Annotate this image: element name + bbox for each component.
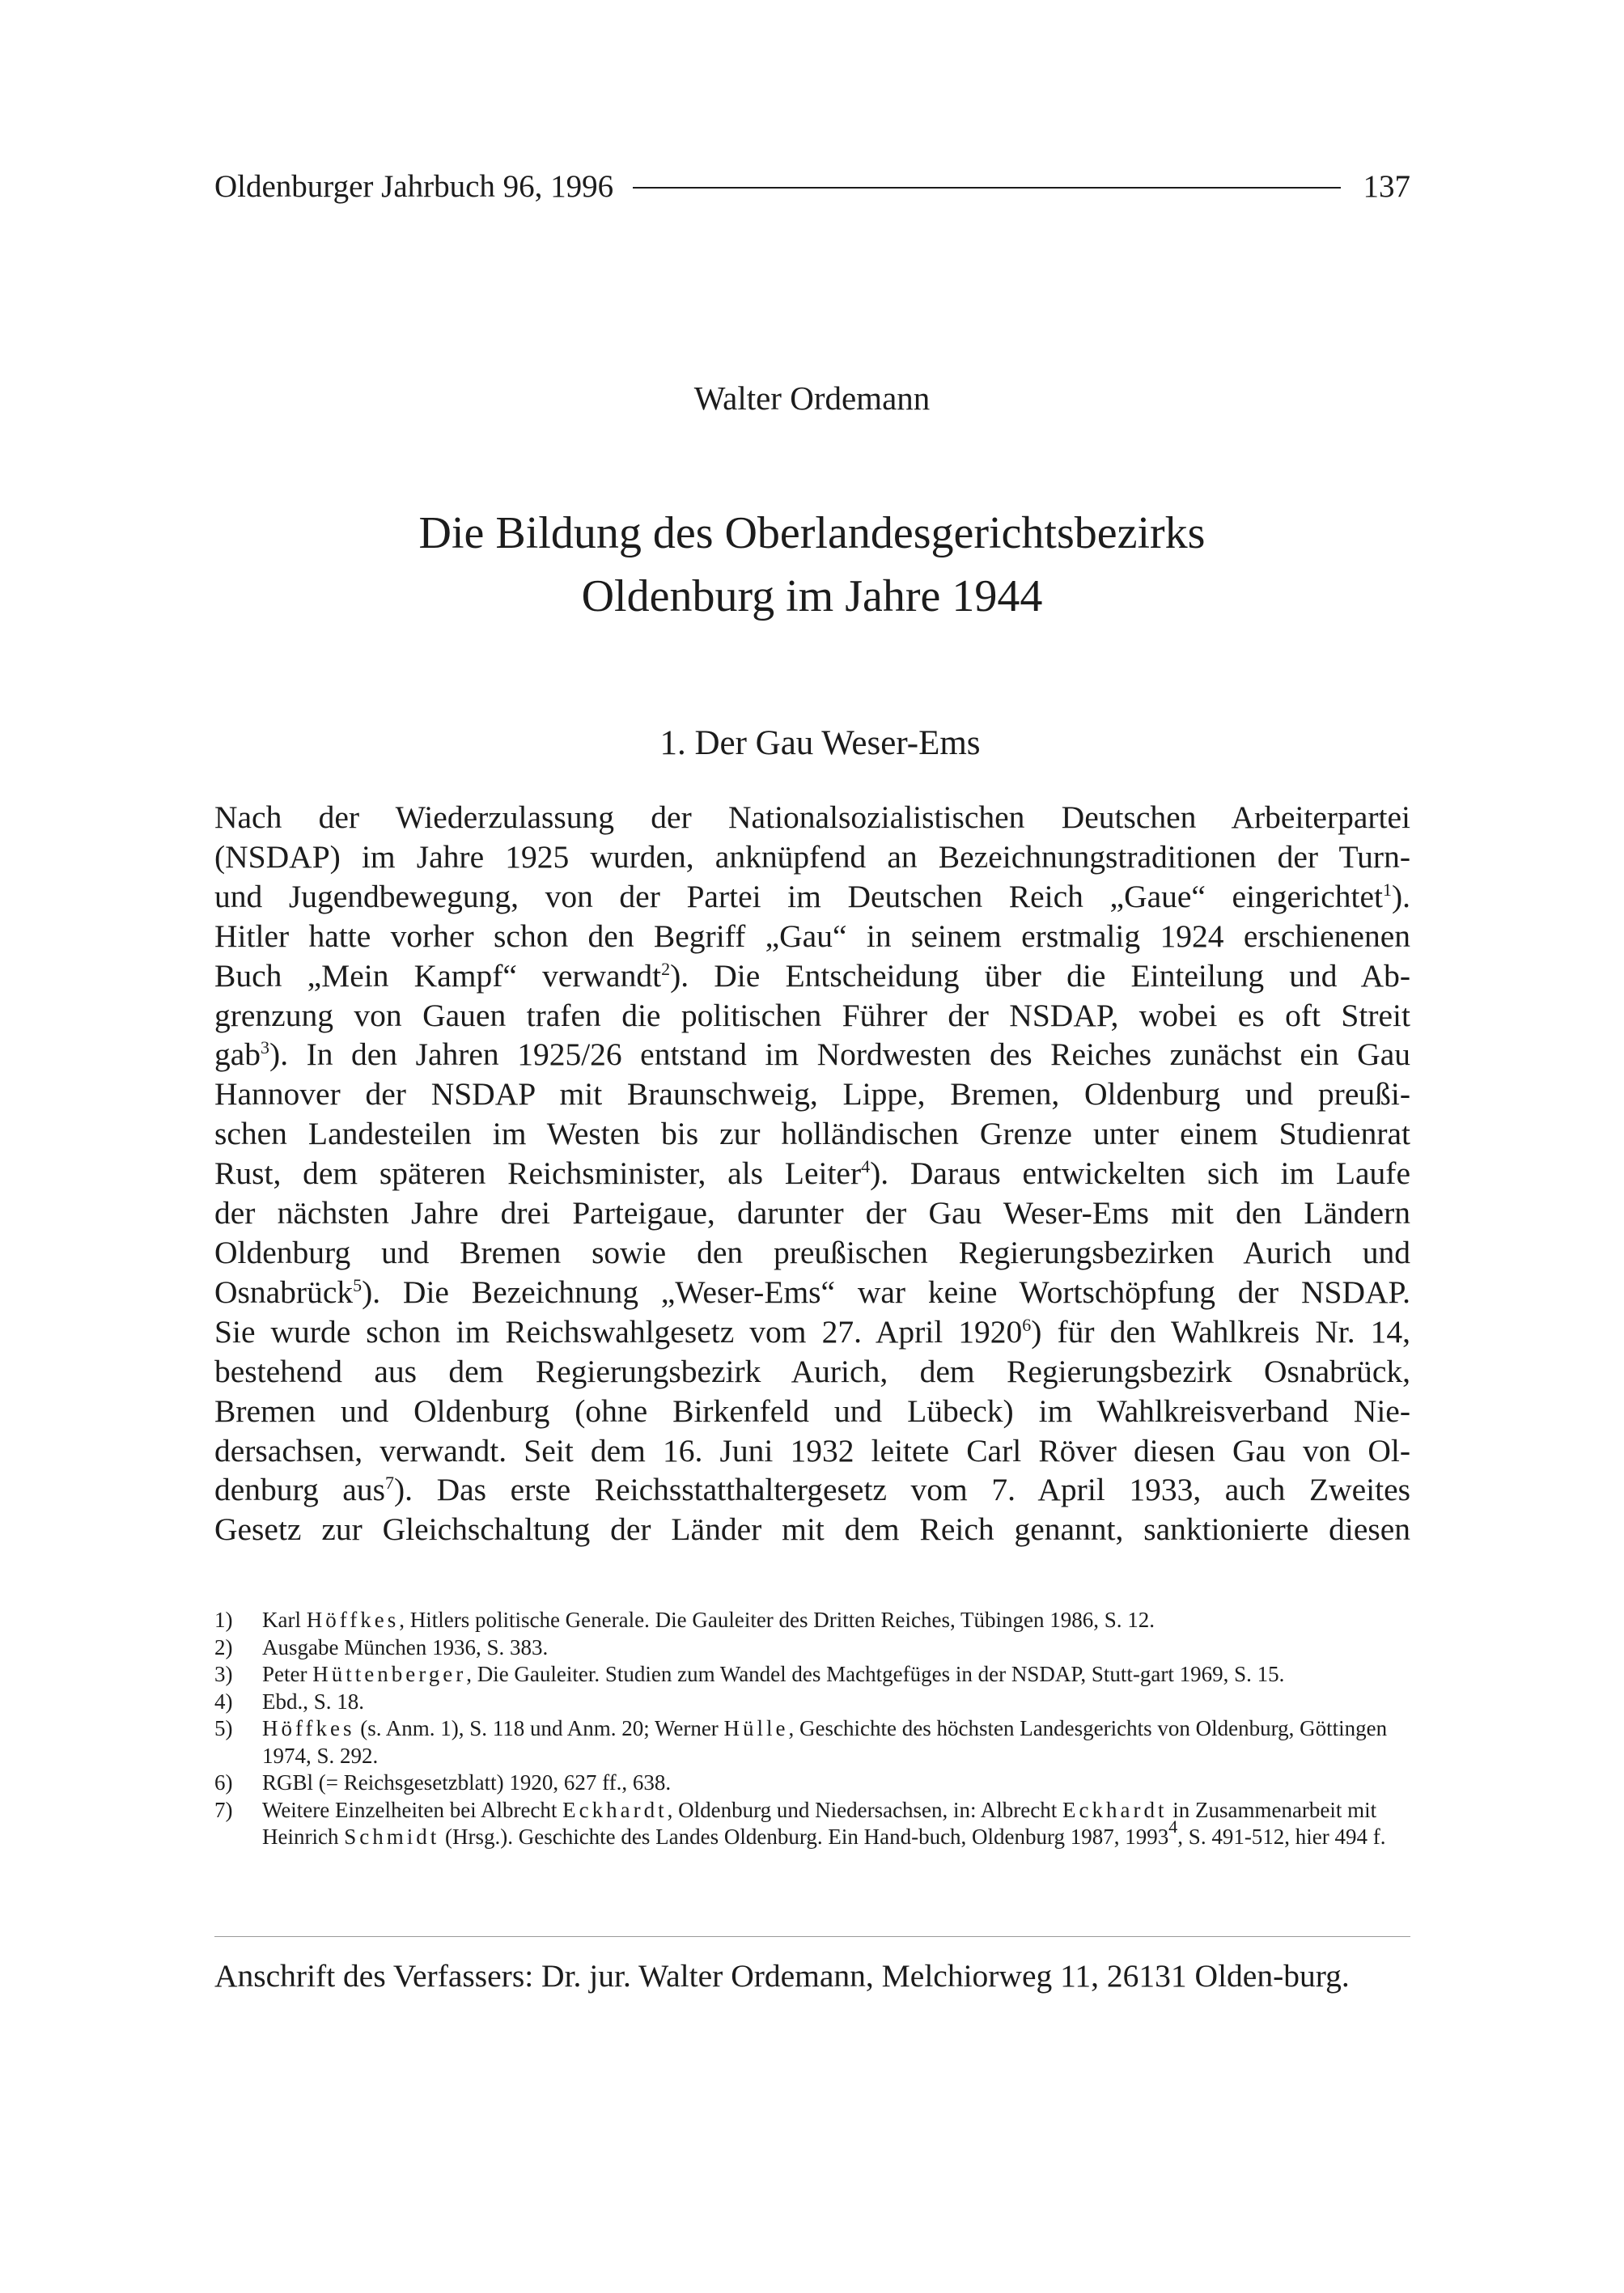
body-line: gab$^3$). In den Jahren 1925/26 entstand im Nordwesten des Reiches zunächst ein Gau xyxy=(214,1036,1410,1073)
body-line: Nach der Wiederzulassung der Nationalsozialistischen Deutschen Arbeiterpartei xyxy=(214,799,1410,835)
footnote-text: Höffkes (s. Anm. 1), S. 118 und Anm. 20; Werner Hülle, Geschichte des höchsten Landesgerichts von Oldenburg, Göttingen 1974, S. 292. xyxy=(262,1716,1388,1768)
footnote-number: 7) xyxy=(214,1797,233,1822)
body-line: denburg aus$^7$). Das erste Reichsstatthaltergesetz vom 7. April 1933, auch Zweites xyxy=(214,1472,1410,1508)
title-line-2: Oldenburg im Jahre 1944 xyxy=(581,571,1043,621)
footnote-text: Ausgabe München 1936, S. 383. xyxy=(262,1634,549,1659)
footnote xyxy=(214,1770,1410,1797)
body-line: der nächsten Jahre drei Parteigaue, darunter der Gau Weser-Ems mit den Ländern xyxy=(214,1195,1410,1231)
footnote xyxy=(214,1661,1410,1689)
body-line: grenzung von Gauen trafen die politischen Führer der NSDAP, wobei es oft Streit xyxy=(214,997,1410,1033)
body-line: Gesetz zur Gleichschaltung der Länder mit dem Reich genannt, sanktionierte diesen xyxy=(214,1511,1410,1548)
footnote-ref: 6 xyxy=(1022,1314,1032,1335)
body-line: Hitler hatte vorher schon den Begriff „Gau“ in seinem erstmalig 1924 erschienenen xyxy=(214,918,1410,954)
body-line: schen Landesteilen im Westen bis zur holländischen Grenze unter einem Studienrat xyxy=(214,1116,1410,1152)
footnote-number: 2) xyxy=(214,1634,233,1659)
author-address: Anschrift des Verfassers: Dr. jur. Walter Ordemann, Melchiorweg 11, 26131 Olden-burg. xyxy=(214,1958,1350,1994)
header-rule xyxy=(633,187,1340,189)
footnote-number: 6) xyxy=(214,1770,233,1795)
body-line: Osnabrück$^5$). Die Bezeichnung „Weser-Ems“ war keine Wortschöpfung der NSDAP. xyxy=(214,1274,1410,1310)
title-line-1: Die Bildung des Oberlandesgerichtsbezirks xyxy=(418,508,1206,558)
body-line: (NSDAP) im Jahre 1925 wurden, anknüpfend an Bezeichnungstraditionen der Turn- xyxy=(214,838,1410,875)
page-number: 137 xyxy=(1363,168,1410,204)
body-line: dersachsen, verwandt. Seit dem 16. Juni 1932 leitete Carl Röver diesen Gau von Ol- xyxy=(214,1432,1410,1469)
section-heading: 1. Der Gau Weser-Ems xyxy=(659,724,981,762)
footnote-ref: 5 xyxy=(353,1274,363,1295)
footnote-ref: 7 xyxy=(384,1473,394,1494)
footnote-ref: 2 xyxy=(661,958,671,979)
footnote xyxy=(214,1715,1410,1770)
footnote-ref: 3 xyxy=(261,1037,270,1058)
footnote-text: Ebd., S. 18. xyxy=(262,1689,365,1714)
running-header xyxy=(214,167,1410,206)
footnote-ref: 1 xyxy=(1382,879,1392,900)
footnote-divider xyxy=(214,1936,1410,1937)
footnote-ref: 4 xyxy=(861,1156,871,1177)
footnote xyxy=(214,1797,1410,1851)
footnote xyxy=(214,1634,1410,1662)
footnote-number: 1) xyxy=(214,1608,233,1632)
footnote-text: RGBl (= Reichsgesetzblatt) 1920, 627 ff., 638. xyxy=(262,1770,672,1795)
footnote-text: Peter Hüttenberger, Die Gauleiter. Studien zum Wandel des Machtgefüges in der NSDAP, Stutt-gart 1969, S. 15. xyxy=(262,1662,1285,1686)
footnote-text: Weitere Einzelheiten bei Albrecht Eckhardt, Oldenburg und Niedersachsen, in: Albrecht Eckhardt in Zusammenarbeit mit Heinrich Schmidt (Hrsg.). Geschichte des Landes Oldenburg. Ein Hand-buch, Oldenburg 1987, 1993$^4$, S. 491-512, hier 494 f. xyxy=(262,1797,1386,1849)
body-line: Hannover der NSDAP mit Braunschweig, Lippe, Bremen, Oldenburg und preußi- xyxy=(214,1076,1410,1113)
footnote xyxy=(214,1607,1410,1634)
footnote-number: 4) xyxy=(214,1689,233,1714)
footnote-number: 3) xyxy=(214,1662,233,1686)
footnote-text: Karl Höffkes, Hitlers politische Generale. Die Gauleiter des Dritten Reiches, Tübingen 1986, S. 12. xyxy=(262,1608,1155,1632)
body-line: Sie wurde schon im Reichswahlgesetz vom 27. April 1920$^6$) für den Wahlkreis Nr. 14, xyxy=(214,1313,1411,1350)
body-line: Buch „Mein Kampf“ verwandt$^2$). Die Entscheidung über die Einteilung und Ab- xyxy=(214,957,1410,994)
body-line: bestehend aus dem Regierungsbezirk Aurich, dem Regierungsbezirk Osnabrück, xyxy=(214,1353,1410,1389)
body-line: Bremen und Oldenburg (ohne Birkenfeld und Lübeck) im Wahlkreisverband Nie- xyxy=(214,1392,1410,1429)
body-line: Rust, dem späteren Reichsminister, als Leiter$^4$). Daraus entwickelten sich im Laufe xyxy=(214,1155,1410,1192)
footnotes xyxy=(214,1607,1410,1851)
journal-citation: Oldenburger Jahrbuch 96, 1996 xyxy=(214,168,614,204)
footnote xyxy=(214,1689,1410,1716)
footnote-number: 5) xyxy=(214,1716,233,1740)
article-author: Walter Ordemann xyxy=(693,379,931,417)
body-line: und Jugendbewegung, von der Partei im Deutschen Reich „Gaue“ eingerichtet$^1$). xyxy=(214,878,1410,914)
body-line: Oldenburg und Bremen sowie den preußischen Regierungsbezirken Aurich und xyxy=(214,1234,1410,1270)
body-paragraph xyxy=(214,798,1410,1549)
article-title xyxy=(0,502,1624,628)
